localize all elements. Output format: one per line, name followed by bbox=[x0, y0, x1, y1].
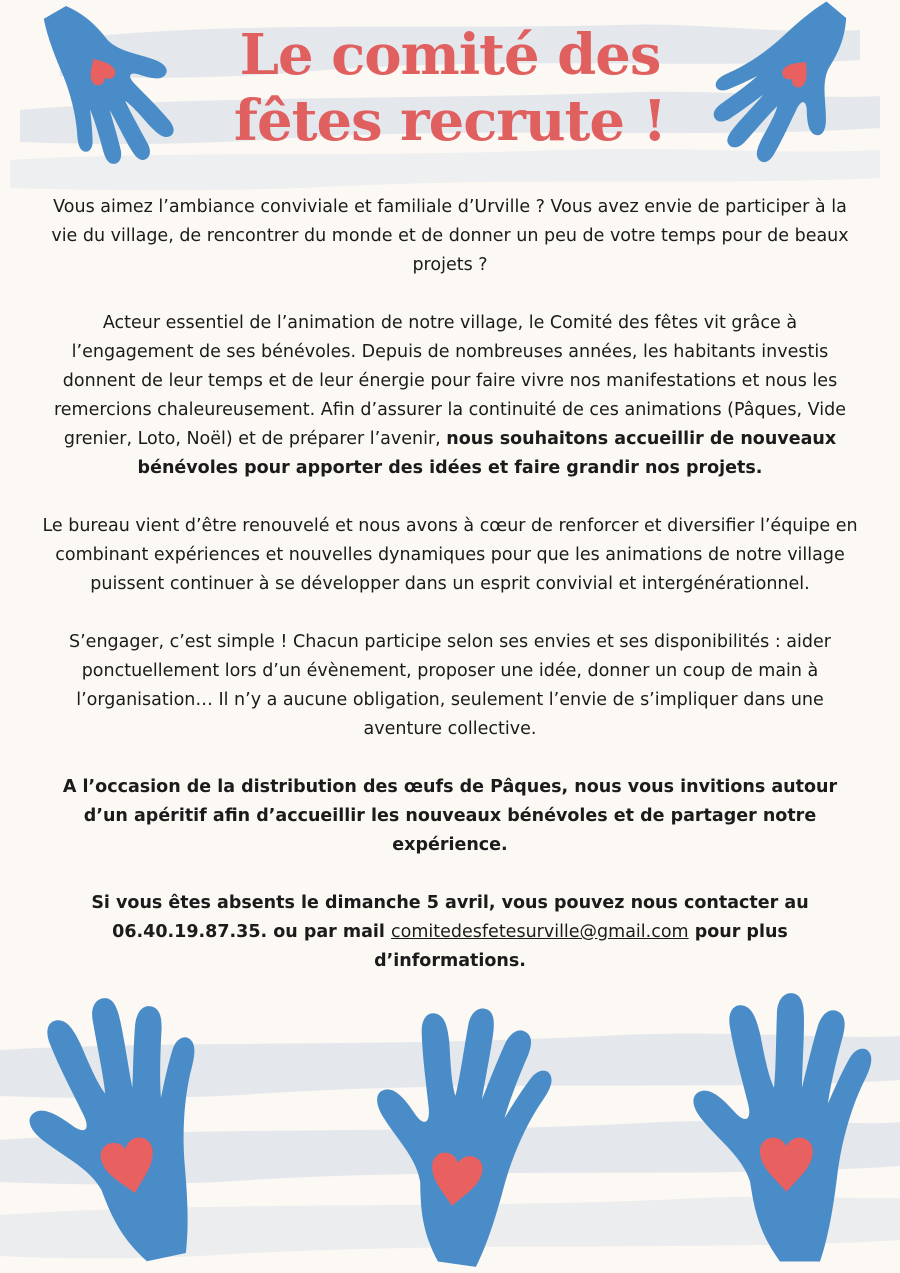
paragraph-contact bbox=[40, 889, 860, 976]
hand-icon-bottom-right bbox=[680, 990, 890, 1273]
paragraph-bureau: Le bureau vient d’être renouvelé et nous avons à cœur de renforcer et diversifier l’équipe en combinant expériences et nouvelles dynamiques pour que les animations de notre village puissent continuer à se développer dans un esprit convivial et intergénérationnel. bbox=[42, 516, 858, 594]
title-line-2: fêtes recrute ! bbox=[233, 88, 667, 154]
contact-text-after: pour plus d’informations. bbox=[374, 922, 788, 971]
paragraph-invitation bbox=[40, 773, 860, 860]
page-title bbox=[0, 22, 900, 154]
paragraph-volunteers-text: Acteur essentiel de l’animation de notre village, le Comité des fêtes vit grâce à l’engagement de ses bénévoles. Depuis de nombreuses années, les habitants investis donnent de leur temps et de leur énergie pour faire vivre nos manifestations et nous les remercions chaleureusement. Afin d’assurer la continuité de ces animations (Pâques, Vide grenier, Loto, Noël) et de préparer l’avenir, bbox=[53, 313, 846, 449]
email-link[interactable]: comitedesfetesurville@gmail.com bbox=[391, 922, 689, 942]
paragraph-volunteers-bold: nous souhaitons accueillir de nouveaux bénévoles pour apporter des idées et faire grandir nos projets. bbox=[137, 429, 837, 478]
paragraph-intro: Vous aimez l’ambiance conviviale et familiale d’Urville ? Vous avez envie de participer à la vie du village, de rencontrer du monde et de donner un peu de votre temps pour de beaux projets ? bbox=[51, 197, 849, 275]
paragraph-invitation-text: A l’occasion de la distribution des œufs de Pâques, nous vous invitions autour d’un apéritif afin d’accueillir les nouveaux bénévoles et de partager notre expérience. bbox=[62, 777, 838, 855]
hand-icon-bottom-center bbox=[345, 1005, 575, 1273]
title-line-1: Le comité des bbox=[239, 22, 661, 88]
contact-text-before: Si vous êtes absents le dimanche 5 avril, vous pouvez nous contacter au 06.40.19.87.35. ou par mail bbox=[91, 893, 809, 942]
hand-icon-bottom-left bbox=[10, 995, 240, 1273]
paragraph-volunteers bbox=[40, 309, 860, 483]
body-text bbox=[40, 193, 860, 1005]
paragraph-engage: S’engager, c’est simple ! Chacun participe selon ses envies et ses disponibilités : aider ponctuellement lors d’un évènement, proposer une idée, donner un coup de main à l’organisation… Il n’y a aucune obligation, seulement l’envie de s’impliquer dans une aventure collective. bbox=[69, 632, 831, 739]
